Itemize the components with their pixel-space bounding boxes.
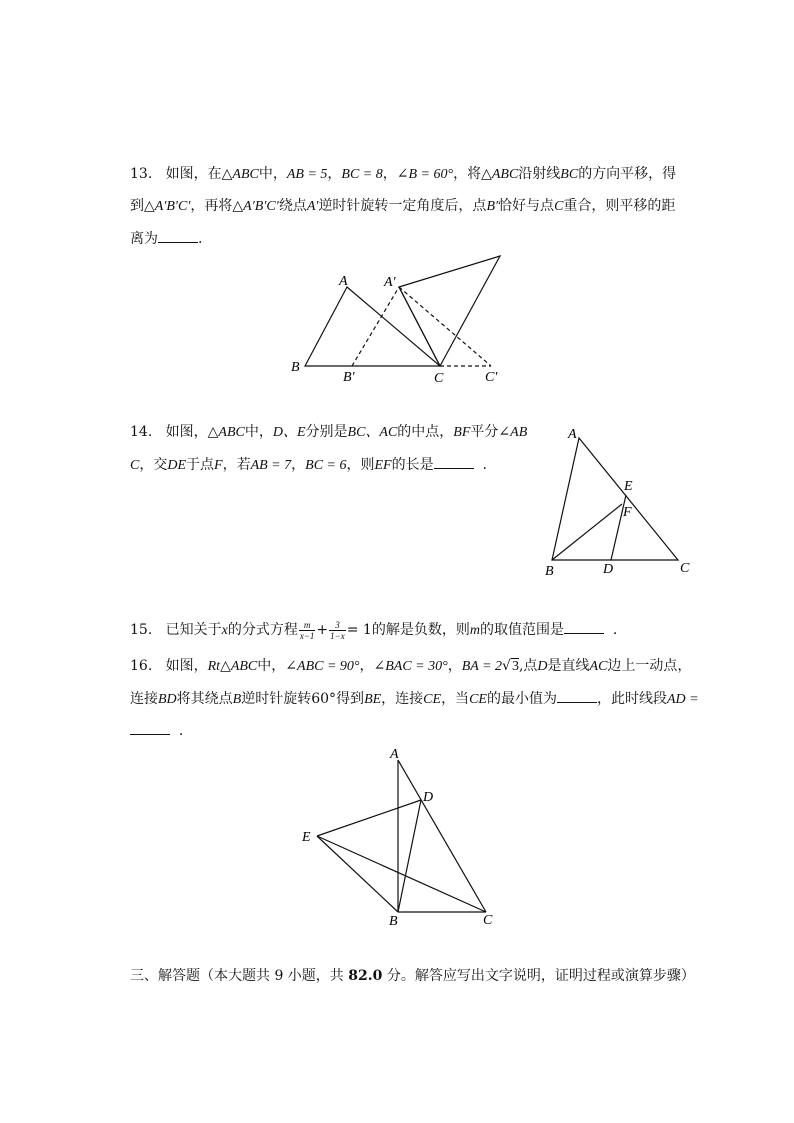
q16-segment-ec xyxy=(317,836,486,912)
q13-math: A′ xyxy=(306,199,319,214)
q16-math: D xyxy=(537,659,548,674)
q16-math: AD = xyxy=(666,692,699,707)
q13-text: 逆时针旋转一定角度后，点 xyxy=(318,198,487,214)
q14-text: 的中点， xyxy=(397,424,454,440)
q16-segment-ac xyxy=(398,760,486,912)
section-3-score: 82.0 xyxy=(348,968,383,984)
q13-label-a1: A′ xyxy=(384,275,396,290)
q16-label-c: C xyxy=(483,913,493,928)
q14-math: D、E xyxy=(272,425,306,440)
q16-text: 将其绕点 xyxy=(176,691,233,707)
q16-segment-ed xyxy=(317,800,421,836)
q13-text: ， xyxy=(382,166,397,182)
q14-math: C xyxy=(130,458,140,473)
q14-math: AB = 7 xyxy=(250,458,292,473)
q13-math: BC = 8 xyxy=(341,167,383,182)
q13-text: 恰好与点 xyxy=(498,198,555,214)
q15-text: 已知关于 xyxy=(165,622,222,638)
q14-text: ，交 xyxy=(139,457,168,473)
q16-math: CE xyxy=(423,692,442,707)
q13-number: 13. xyxy=(130,166,153,182)
q16-text: 是直线 xyxy=(547,658,590,674)
q16-math: 60° xyxy=(311,691,337,707)
q14-math: BC、AC xyxy=(347,425,398,440)
q15-text: 的解是负数，则 xyxy=(371,622,470,638)
q15-frac-den: 1−x xyxy=(330,630,345,641)
q16-math: BD xyxy=(158,692,177,707)
q14-text: 的长是 xyxy=(391,457,434,473)
q13-text: ，将 xyxy=(453,166,482,182)
q15-math: x xyxy=(221,623,228,638)
q14-text: ，则 xyxy=(346,457,375,473)
q14-text: 于点 xyxy=(186,457,215,473)
q15-math: + xyxy=(316,622,329,638)
q14-text: ，若 xyxy=(222,457,251,473)
q13-text: 中， xyxy=(258,166,287,182)
q14-math: ∠AB xyxy=(498,425,528,440)
q14-number: 14. xyxy=(130,424,153,440)
q14-label-b: B xyxy=(545,564,554,579)
q13-text: 绕点 xyxy=(278,198,307,214)
q13-math: BC xyxy=(560,167,579,182)
q13-math: △ABC xyxy=(221,167,259,182)
q16-text: 边上一动点， xyxy=(607,658,692,674)
q16-math: AC xyxy=(589,659,608,674)
q15-math: m xyxy=(469,623,480,638)
q13-math: AB = 5 xyxy=(286,167,328,182)
q13-text: 到 xyxy=(130,198,144,214)
q14-label-e: E xyxy=(624,479,633,494)
q14-math: BC = 6 xyxy=(305,458,347,473)
q13-text: 沿射线 xyxy=(518,166,561,182)
q13-text: 的方向平移，得 xyxy=(578,166,677,182)
q16-text: 的最小值为 xyxy=(486,691,557,707)
q16-text: ， xyxy=(359,658,374,674)
q16-text: ，连接 xyxy=(381,691,424,707)
q16-label-d: D xyxy=(423,790,434,805)
q13-math: ∠B = 60° xyxy=(396,167,454,182)
q13-label-c: C xyxy=(434,371,444,386)
q16-text: 如图， xyxy=(165,658,208,674)
q14-math: △ABC xyxy=(207,425,245,440)
q13-label-a: A xyxy=(339,274,348,289)
q16-label-b: B xyxy=(389,914,398,929)
section-3-text: 分。解答应写出文字说明，证明过程或演算步骤） xyxy=(382,968,695,984)
q14-label-d: D xyxy=(603,562,614,577)
q16-text: ,点 xyxy=(518,658,538,674)
q14-label-c: C xyxy=(680,561,690,576)
q14-text: ， xyxy=(291,457,306,473)
q16-math: BA = 2 xyxy=(461,659,503,674)
q16-label-e: E xyxy=(302,830,311,845)
q16-math: Rt△ABC xyxy=(207,659,258,674)
q16-sqrt-value: 3 xyxy=(511,659,519,674)
q13-text: . xyxy=(198,231,203,247)
q14-label-a: A xyxy=(568,427,577,442)
q16-text: 中， xyxy=(257,658,286,674)
q16-segment-be xyxy=(317,836,398,912)
q14-text: 分别是 xyxy=(305,424,348,440)
q16-math: BE xyxy=(364,692,382,707)
q13-label-b: B xyxy=(291,360,300,375)
q16-number: 16. xyxy=(130,658,153,674)
q15-text: 的分式方程 xyxy=(227,622,298,638)
q13-label-c1: C′ xyxy=(485,370,498,385)
q14-math: F xyxy=(214,458,223,473)
q16-text: ， xyxy=(447,658,462,674)
q14-math: BF xyxy=(453,425,471,440)
q15-frac-num: 3 xyxy=(329,620,346,631)
q15-frac-num: m xyxy=(299,620,316,631)
q15-text: . xyxy=(612,622,618,638)
q16-text: 连接 xyxy=(130,691,158,707)
q13-math: △A′B′C′ xyxy=(144,199,191,214)
q16-text: 逆时针旋转 xyxy=(241,691,312,707)
q16-text: ，此时线段 xyxy=(596,691,667,707)
q15-text: 的取值范围是 xyxy=(479,622,564,638)
q16-sqrt: √3 xyxy=(502,658,519,674)
q13-text: 如图，在 xyxy=(165,166,222,182)
q14-math: EF xyxy=(374,458,392,473)
q15-number: 15. xyxy=(130,622,153,638)
q16-math: ∠BAC = 30° xyxy=(373,659,448,674)
q13-math: △A′B′C′ xyxy=(232,199,279,214)
q15-math: = 1 xyxy=(346,622,372,638)
q13-text: ， xyxy=(327,166,342,182)
q16-segment-bd xyxy=(398,800,421,912)
q16-label-a: A xyxy=(390,747,399,762)
q16-math: ∠ABC = 90° xyxy=(285,659,360,674)
q14-text: . xyxy=(482,457,487,473)
q14-text: 如图， xyxy=(165,424,208,440)
q16-math: B xyxy=(232,692,242,707)
q16-text: ，当 xyxy=(441,691,470,707)
q16-math: CE xyxy=(469,692,487,707)
q14-text: 中， xyxy=(244,424,273,440)
q13-text: ，再将 xyxy=(190,198,233,214)
q13-math: B′ xyxy=(486,199,499,214)
q13-text: 离为 xyxy=(130,231,158,247)
q13-text: 重合，则平移的距 xyxy=(563,198,676,214)
q15-frac-den: x−1 xyxy=(299,630,315,641)
q13-math: C xyxy=(554,199,564,214)
q14-math: DE xyxy=(167,458,187,473)
q16-text: 得到 xyxy=(336,691,365,707)
q14-label-f: F xyxy=(623,505,632,520)
section-3-text: 三、解答题（本大题共 9 小题，共 xyxy=(130,968,349,984)
section-3-heading xyxy=(130,966,695,986)
q14-text: 平分 xyxy=(470,424,499,440)
q13-label-b1: B′ xyxy=(343,370,355,385)
q13-math: △ABC xyxy=(481,167,519,182)
q16-text: . xyxy=(178,723,184,739)
